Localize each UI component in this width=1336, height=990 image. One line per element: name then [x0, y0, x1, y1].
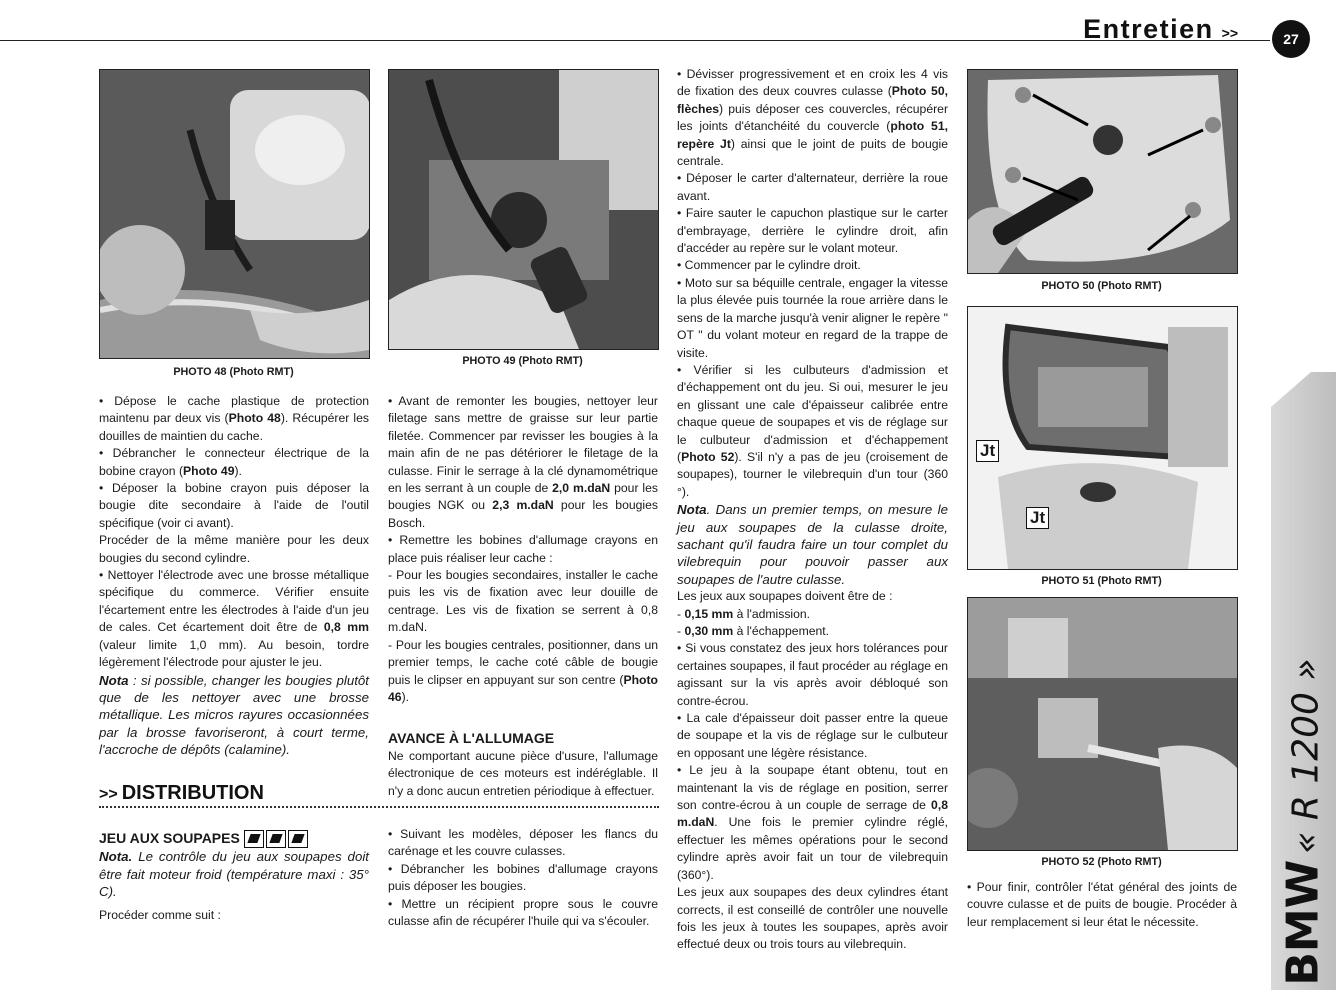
paragraph: • Dévisser progressivement et en croix les 4 vis de fixation des deux couvres culasse (Photo 50, flèches) puis déposer ces couvercles, récupérer les joints d'étanchéité du couvercle (photo 51, repère Jt) ainsi que le joint de puits de bougie centrale.: [677, 67, 948, 169]
wrench-icon: [266, 830, 286, 848]
paragraph: • Débrancher les bobines d'allumage crayons puis déposer les bougies.: [388, 861, 658, 894]
column-3-text: [677, 66, 948, 954]
paragraph: • Déposer la bobine crayon puis déposer la bougie dite secondaire à l'aide de l'outil spécifique (voir ci avant).: [99, 481, 369, 530]
nota-paragraph: Nota. Dans un premier temps, on mesure le jeu aux soupapes de la culasse droite, sachant qu'il faudra faire un tour complet du vilebrequin pour pouvoir passer aux soupapes de l'autre culasse.: [677, 502, 948, 587]
paragraph: - Pour les bougies centrales, positionner, dans un premier temps, le cache coté câble de bougie puis le clipser en appuyant sur son centre (Photo 46).: [388, 637, 658, 704]
paragraph: Procéder de la même manière pour les deux bougies du second cylindre.: [99, 533, 369, 565]
photo-52: [967, 597, 1238, 851]
jt-label-upper: Jt: [976, 440, 999, 462]
paragraph: Ne comportant aucune pièce d'usure, l'allumage électronique de ces moteurs est indéréglable. Il n'y a donc aucun entretien périodique à effectuer.: [388, 748, 658, 798]
paragraph: • Vérifier si les culbuteurs d'admission et d'échappement ont du jeu. Si oui, mesurer le jeu en glissant une cale d'épaisseur calibrée entre chaque queue de soupapes et vis de réglage sur le culbuteur d'admission et d'échappement (Photo 52). S'il n'y a pas de jeu (croisement de soupapes), tourner le vilebrequin d'un tour (360 °).: [677, 362, 948, 499]
wrench-icon: [244, 830, 264, 848]
paragraph: Les jeux aux soupapes doivent être de :: [677, 589, 893, 604]
photo-51-caption: PHOTO 51 (Photo RMT): [1041, 575, 1162, 587]
paragraph: • Dépose le cache plastique de protection maintenu par deux vis (Photo 48). Récupérer les douilles de maintien du cache.: [99, 394, 369, 443]
wrench-difficulty-icons: [244, 830, 308, 848]
side-brand: BMW: [1277, 859, 1329, 986]
wrench-icon: [288, 830, 308, 848]
paragraph: • Commencer par le cylindre droit.: [677, 258, 861, 273]
paragraph: • Moto sur sa béquille centrale, engager la vitesse la plus élevée puis tournée la roue arrière dans le sens de la marche jusqu'à venir aligner le repère " OT " du volant moteur en regard de la trappe de visite.: [677, 275, 948, 360]
subheading-avance-allumage: AVANCE À L'ALLUMAGE: [388, 730, 555, 747]
paragraph: - 0,15 mm à l'admission.: [677, 606, 811, 621]
column-1-text: [99, 393, 369, 759]
photo-51: [967, 306, 1238, 570]
photo-48: [99, 69, 370, 359]
section-title-distribution: >> DISTRIBUTION: [99, 782, 264, 804]
paragraph: Procéder comme suit :: [99, 907, 221, 922]
side-model: « R 1200 »: [1285, 658, 1327, 854]
jt-label-lower: Jt: [1026, 507, 1049, 529]
column-4-text: [967, 879, 1237, 931]
column-2-text: [388, 393, 658, 800]
distribution-right-text: [388, 826, 658, 930]
paragraph: • Déposer le carter d'alternateur, derrière la roue avant.: [677, 171, 948, 203]
paragraph: • Remettre les bobines d'allumage crayons en place puis réaliser leur cache :: [388, 533, 658, 565]
paragraph: - 0,30 mm à l'échappement.: [677, 624, 830, 638]
photo-50-caption: PHOTO 50 (Photo RMT): [1041, 280, 1162, 292]
paragraph: • Si vous constatez des jeux hors tolérances pour certaines soupapes, il faut procéder au réglage en agissant sur la vis après avoir débloqué son contre-écrou.: [677, 641, 949, 708]
subheading-jeu-aux-soupapes: JEU AUX SOUPAPES: [99, 830, 369, 848]
nota-paragraph: Nota. Le contrôle du jeu aux soupapes doit être fait moteur froid (température maxi : 35° C).: [99, 849, 369, 900]
page-number: 27: [1272, 20, 1310, 58]
paragraph: • Suivant les modèles, déposer les flancs du carénage et les couvre culasses.: [388, 827, 658, 859]
paragraph: • Pour finir, contrôler l'état général des joints de couvre culasse et de puits de bougie. Procéder à leur remplacement si leur état le nécessite.: [967, 880, 1237, 929]
paragraph: • Nettoyer l'électrode avec une brosse métallique spécifique du commerce. Vérifier ensuite l'écartement entre les électrodes à l'aide d'un jeu de cales. Cet écartement doit être de 0,8 mm (valeur limite 1,0 mm). Au besoin, tordre légèrement l'électrode pour ajuster le jeu.: [99, 568, 369, 670]
paragraph: • La cale d'épaisseur doit passer entre la queue de soupape et la vis de réglage sur le culbuteur en opposant une légère résistance.: [677, 711, 948, 760]
photo-50: [967, 69, 1238, 274]
header-chevron: >>: [1221, 25, 1238, 41]
paragraph: • Avant de remonter les bougies, nettoyer leur filetage sans mettre de graisse sur leur partie filetée. Commencer par revisser les bougies à la main afin de ne pas détériorer le filetage de la culasse. Finir le serrage à la clé dynamométrique en les serrant à un couple de 2,0 m.daN pour les bougies NGK ou 2,3 m.daN pour les bougies Bosch.: [388, 394, 658, 530]
section-divider: [99, 806, 659, 808]
page-title: Entretien >>: [1083, 14, 1238, 44]
header-rule: [0, 40, 1270, 41]
photo-48-caption: PHOTO 48 (Photo RMT): [173, 366, 294, 378]
paragraph: • Débrancher le connecteur électrique de la bobine crayon (Photo 49).: [99, 446, 369, 478]
photo-49: [388, 69, 659, 350]
paragraph: Les jeux aux soupapes des deux cylindres étant corrects, il est conseillé de contrôler une nouvelle fois les jeux à toutes les soupapes, après avoir effectué deux ou trois tours au vilebrequin.: [677, 885, 948, 952]
distribution-left-text: [99, 830, 369, 924]
paragraph: • Le jeu à la soupape étant obtenu, tout en maintenant la vis de réglage en position, serrer son contre-écrou à un couple de serrage de 0,8 m.daN. Une fois le premier cylindre réglé, effectuer les mêmes opérations pour le second cylindre après avoir fait un tour de vilebrequin (360°).: [677, 763, 948, 882]
photo-49-caption: PHOTO 49 (Photo RMT): [462, 355, 583, 367]
paragraph: - Pour les bougies secondaires, installer le cache puis les vis de fixation avec leur douille de centrage. Les vis de fixation se serrent à 0,8 m.daN.: [388, 568, 658, 635]
photo-52-caption: PHOTO 52 (Photo RMT): [1041, 856, 1162, 868]
nota-paragraph: Nota : si possible, changer les bougies plutôt que de les nettoyer avec une brosse métallique. Les micros rayures occasionnées par la brosse favoriseront, à court terme, l'accroche de dépôts (calamine).: [99, 672, 369, 758]
paragraph: • Faire sauter le capuchon plastique sur le carter d'embrayage, derrière le cylindre droit, afin d'accéder au repère sur le volant moteur.: [677, 206, 948, 256]
paragraph: • Mettre un récipient propre sous le couvre culasse afin de récupérer l'huile qui va s'écouler.: [388, 896, 658, 929]
